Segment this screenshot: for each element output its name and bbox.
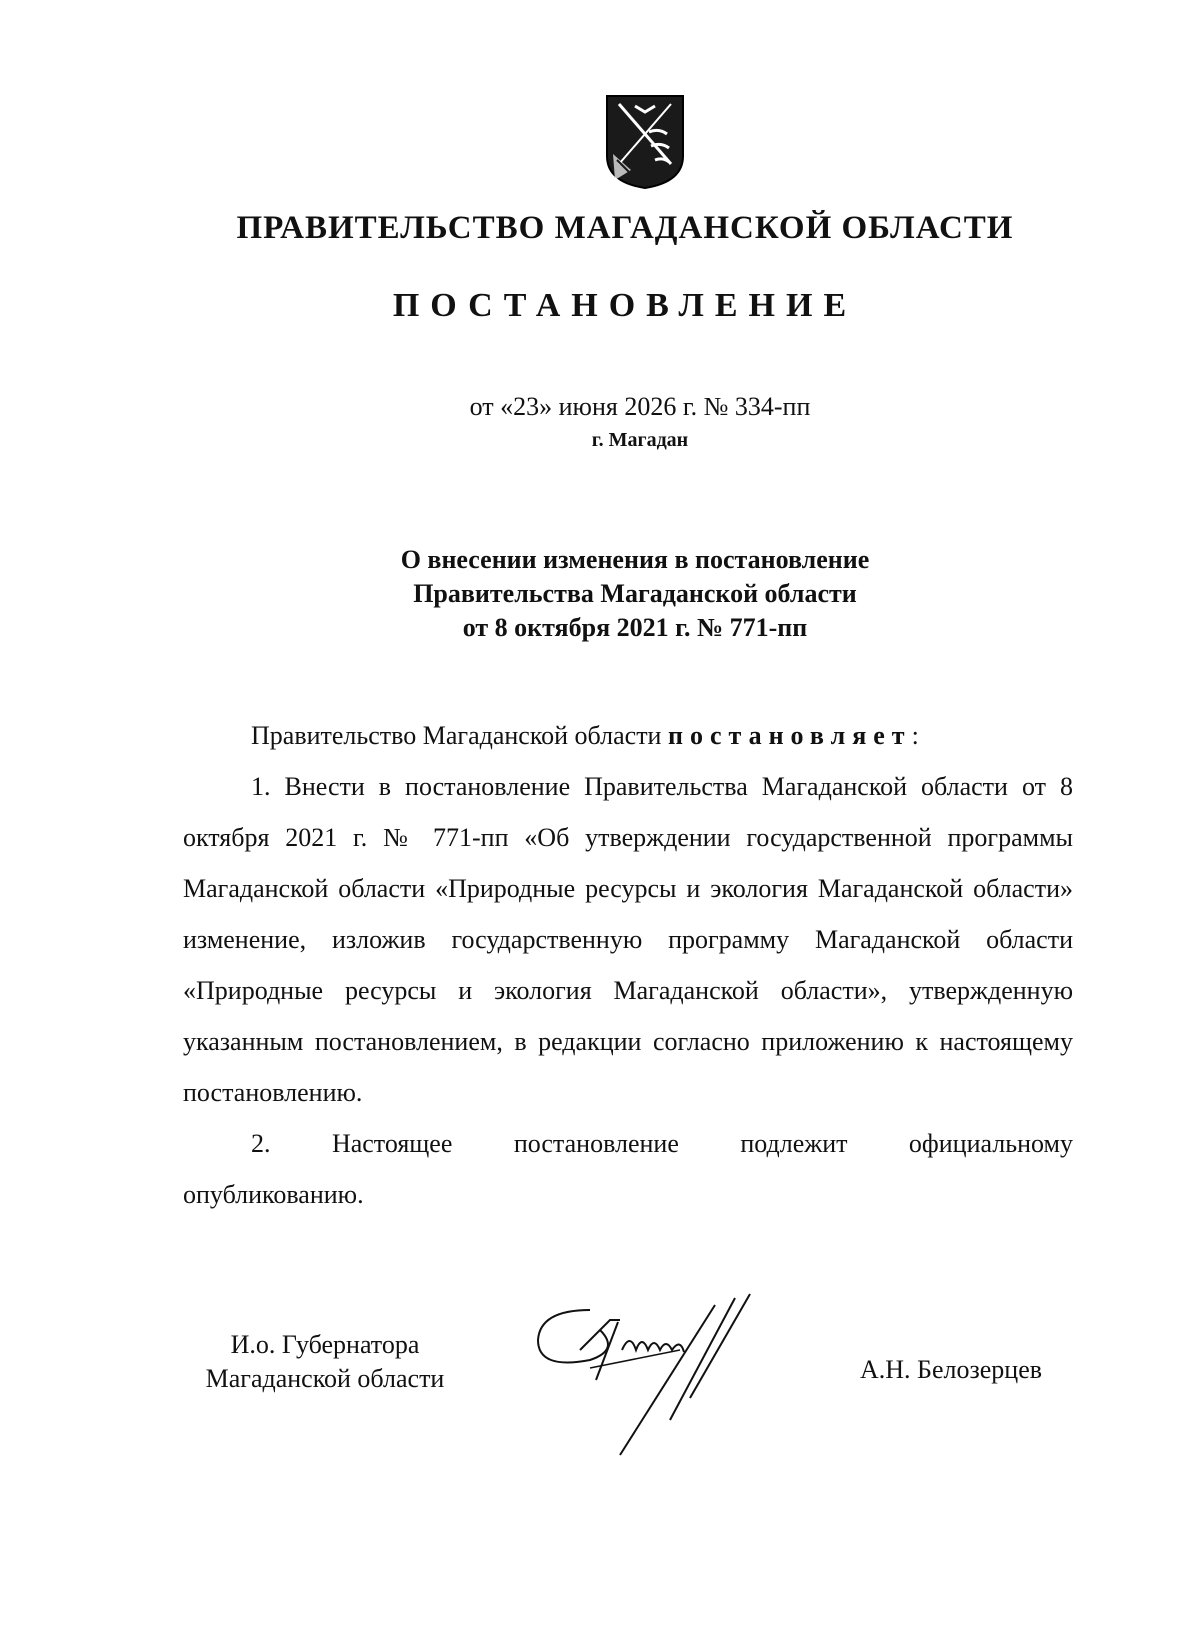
item-2-word: подлежит — [740, 1129, 848, 1158]
handwritten-signature-icon — [530, 1290, 790, 1460]
item-2-word: 2. — [251, 1129, 271, 1158]
item-2-word: постановление — [513, 1129, 679, 1158]
preamble — [183, 710, 1073, 761]
preamble-prefix: Правительство Магаданской области — [251, 721, 668, 750]
document-body — [183, 710, 1073, 1220]
item-2-first-line — [183, 1118, 1073, 1169]
item-2-word: Настоящее — [331, 1129, 453, 1158]
document-subject — [0, 543, 1200, 645]
signer-name: А.Н. Белозерцев — [860, 1355, 1043, 1384]
subject-line: Правительства Магаданской области — [413, 579, 857, 608]
subject-line: от 8 октября 2021 г. № 771-пп — [462, 613, 808, 642]
document-type: ПОСТАНОВЛЕНИЕ — [392, 287, 858, 324]
signer-position-line: И.о. Губернатора — [230, 1330, 420, 1359]
preamble-suffix: : — [911, 721, 919, 750]
item-2-word: официальному — [908, 1129, 1073, 1158]
subject-line: О внесении изменения в постановление — [400, 545, 870, 574]
signer-position — [190, 1328, 460, 1396]
signer-position-line: Магаданской области — [205, 1364, 445, 1393]
item-1: 1. Внести в постановление Правительства Магаданской области от 8 октября 2021 г. № 771-пп «Об утверждении государственной программы Магаданской области «Природные ресурсы и экология Магаданской области» изменение, изложив государственную программу Магаданской области «Природные ресурсы и экология Магаданской области», утвержденную указанным постановлением, в редакции согласно приложению к настоящему постановлению. — [183, 772, 1073, 1107]
organization-title: ПРАВИТЕЛЬСТВО МАГАДАНСКОЙ ОБЛАСТИ — [236, 210, 1014, 246]
document-date-number: от «23» июня 2026 г. № 334-пп — [469, 392, 811, 421]
document-city: г. Магадан — [591, 429, 689, 451]
preamble-decree-word: постановляет — [667, 721, 912, 750]
coat-of-arms-icon — [605, 94, 685, 190]
item-2-tail: опубликованию. — [183, 1180, 364, 1209]
